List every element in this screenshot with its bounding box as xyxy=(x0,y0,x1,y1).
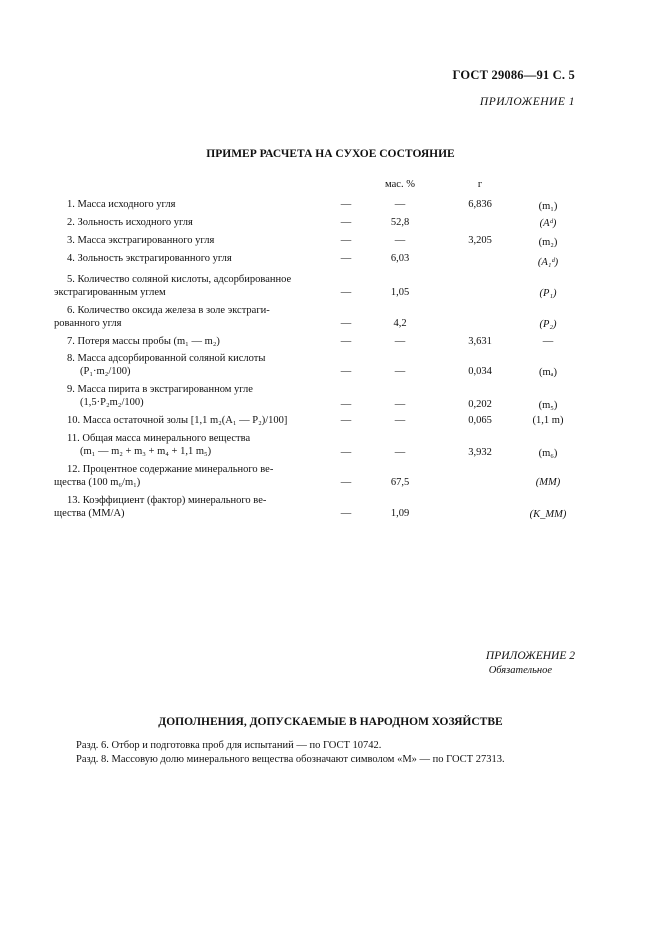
row-label-line-2: (1,5·P₂m₂/100) xyxy=(80,397,144,408)
row-symbol: (P₂) xyxy=(539,319,557,330)
row-label xyxy=(67,352,265,378)
row-label: 1. Масса исходного угля xyxy=(67,199,176,210)
row-label xyxy=(54,304,309,330)
row-symbol: (P₁) xyxy=(539,288,557,299)
row-label: 7. Потеря массы пробы (m₁ — m₂) xyxy=(67,336,220,347)
row-label xyxy=(54,494,309,520)
row-label-line-1: 13. Коэффициент (фактор) минерального ве- xyxy=(67,495,267,506)
appendix-2-mandatory-label: Обязательное xyxy=(488,665,552,676)
row-dash: — xyxy=(340,366,352,377)
row-mass-percent: 67,5 xyxy=(390,477,410,488)
row-dash: — xyxy=(340,253,352,264)
row-dash: — xyxy=(340,447,352,458)
row-label-line-2: (m₁ — m₂ + m₃ + m₄ + 1,1 m₅) xyxy=(80,446,212,457)
row-label: 10. Масса остаточной золы [1,1 m₂(A₁ — P₂)/100] xyxy=(67,415,288,426)
row-grams: 3,205 xyxy=(468,235,492,246)
row-label xyxy=(54,273,309,299)
row-mass-percent: — xyxy=(394,366,406,377)
row-dash: — xyxy=(340,415,352,426)
row-symbol: (m₆) xyxy=(538,448,558,459)
row-symbol: (m₂) xyxy=(538,237,558,248)
row-label: 4. Зольность экстрагированного угля xyxy=(67,253,232,264)
row-grams: 3,932 xyxy=(468,447,492,458)
row-grams: 0,065 xyxy=(468,415,492,426)
row-dash: — xyxy=(340,508,352,519)
column-header-mass-percent: мас. % xyxy=(385,179,415,190)
row-grams: 3,631 xyxy=(468,336,492,347)
supplement-line: Разд. 8. Массовую долю минерального вещества обозначают символом «М» — по ГОСТ 27313. xyxy=(76,754,505,765)
row-label: 3. Масса экстрагированного угля xyxy=(67,235,215,246)
row-symbol: (MM) xyxy=(535,477,561,488)
row-dash: — xyxy=(340,318,352,329)
row-mass-percent: — xyxy=(394,447,406,458)
row-symbol: — xyxy=(542,336,554,347)
row-grams: 0,202 xyxy=(468,399,492,410)
row-label-line-2: щества (100 m₆/m₁) xyxy=(54,477,141,488)
row-mass-percent: — xyxy=(394,199,406,210)
row-symbol: (m₅) xyxy=(538,400,558,411)
row-label-line-1: 9. Масса пирита в экстрагированном угле xyxy=(67,384,253,395)
row-symbol: (Aᵈ) xyxy=(539,218,557,229)
row-mass-percent: 4,2 xyxy=(393,318,407,329)
row-label-line-2: рованного угля xyxy=(54,318,122,329)
supplement-line: Разд. 6. Отбор и подготовка проб для испытаний — по ГОСТ 10742. xyxy=(76,740,382,751)
section-title-example: ПРИМЕР РАСЧЕТА НА СУХОЕ СОСТОЯНИЕ xyxy=(206,148,455,160)
row-mass-percent: — xyxy=(394,399,406,410)
row-label xyxy=(54,463,309,489)
row-grams: 0,034 xyxy=(468,366,492,377)
row-label-line-1: 8. Масса адсорбированной соляной кислоты xyxy=(67,353,266,364)
row-label xyxy=(67,383,253,409)
appendix-2-label: ПРИЛОЖЕНИЕ 2 xyxy=(485,650,575,662)
page-header: ГОСТ 29086—91 С. 5 xyxy=(452,68,575,82)
row-symbol: (m₁) xyxy=(538,201,558,212)
row-mass-percent: — xyxy=(394,415,406,426)
row-mass-percent: — xyxy=(394,235,406,246)
row-dash: — xyxy=(340,287,352,298)
row-grams: 6,836 xyxy=(468,199,492,210)
row-dash: — xyxy=(340,199,352,210)
row-mass-percent: — xyxy=(394,336,406,347)
row-symbol: (1,1 m) xyxy=(532,415,564,426)
row-mass-percent: 1,05 xyxy=(390,287,410,298)
row-label-line-1: 6. Количество оксида железа в золе экстраги- xyxy=(67,305,270,316)
row-label-line-1: 12. Процентное содержание минерального ве- xyxy=(67,464,274,475)
row-dash: — xyxy=(340,336,352,347)
row-label-line-1: 5. Количество соляной кислоты, адсорбированное xyxy=(67,274,292,285)
appendix-1-label: ПРИЛОЖЕНИЕ 1 xyxy=(479,96,575,108)
row-label-line-1: 11. Общая масса минерального вещества xyxy=(67,433,251,444)
column-header-grams: г xyxy=(477,179,483,190)
row-symbol: (K_MM) xyxy=(529,509,567,520)
row-dash: — xyxy=(340,235,352,246)
row-mass-percent: 52,8 xyxy=(390,217,410,228)
row-label: 2. Зольность исходного угля xyxy=(67,217,193,228)
row-mass-percent: 6,03 xyxy=(390,253,410,264)
row-dash: — xyxy=(340,477,352,488)
section-title-supplements: ДОПОЛНЕНИЯ, ДОПУСКАЕМЫЕ В НАРОДНОМ ХОЗЯЙСТВЕ xyxy=(158,716,503,728)
row-dash: — xyxy=(340,217,352,228)
row-label-line-2: экстрагированным углем xyxy=(54,287,166,298)
row-label-line-2: щества (MM/A) xyxy=(54,508,125,519)
row-label xyxy=(67,432,250,458)
row-symbol: (mₐ) xyxy=(538,367,558,378)
row-symbol: (A₁ᵈ) xyxy=(537,257,559,268)
row-dash: — xyxy=(340,399,352,410)
row-label-line-2: (P₁·m₂/100) xyxy=(80,366,131,377)
row-mass-percent: 1,09 xyxy=(390,508,410,519)
